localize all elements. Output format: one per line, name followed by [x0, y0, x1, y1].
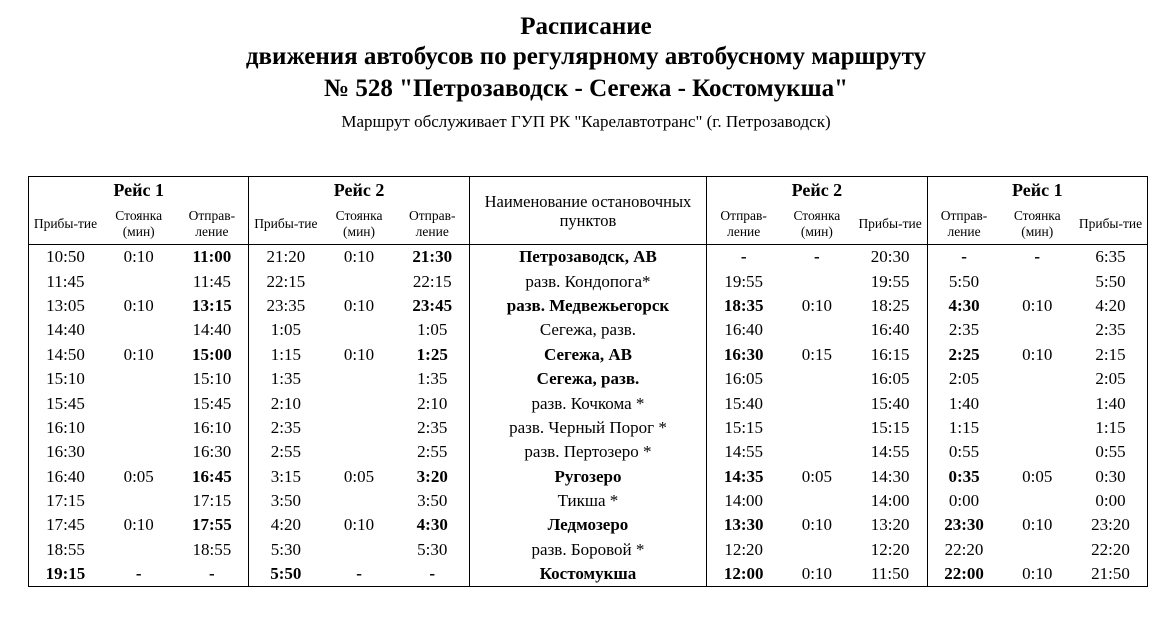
- cell-r2-stop: 0:10: [780, 562, 853, 587]
- cell-l2-depart: 21:30: [396, 245, 469, 270]
- cell-r2-stop: [780, 318, 853, 342]
- operator-subtitle: Маршрут обслуживает ГУП РК "Карелавтотранс" (г. Петрозаводск): [341, 112, 831, 131]
- cell-r2-arrive: 14:55: [854, 440, 927, 464]
- cell-l2-stop: -: [322, 562, 395, 587]
- cell-l2-arrive: 2:10: [249, 391, 322, 415]
- cell-r2-arrive: 19:55: [854, 269, 927, 293]
- table-row: [29, 562, 1148, 587]
- cell-r1-arrive: 4:20: [1074, 294, 1148, 318]
- cell-l1-depart: 16:45: [175, 465, 248, 489]
- stop-name: разв. Боровой *: [469, 538, 706, 562]
- cell-l1-arrive: 11:45: [29, 269, 102, 293]
- cell-l1-stop: 0:10: [123, 515, 154, 535]
- route-title: № 528 "Петрозаводск - Сегежа - Костомукша": [323, 75, 849, 102]
- cell-r2-arrive: 12:20: [854, 538, 927, 562]
- stop-name: разв. Кондопога*: [469, 269, 706, 293]
- cell-l2-depart: 1:35: [396, 367, 469, 391]
- cell-l1-stop: 0:10: [123, 295, 154, 315]
- cell-l2-stop: [322, 538, 395, 562]
- cell-l1-stop: [102, 538, 175, 562]
- cell-r1-arrive: 2:35: [1074, 318, 1148, 342]
- stop-name: разв. Пертозеро *: [469, 440, 706, 464]
- cell-l2-arrive: 3:15: [249, 465, 322, 489]
- cell-l2-arrive: 2:35: [249, 416, 322, 440]
- cell-r2-stop: [780, 391, 853, 415]
- cell-l1-arrive: 14:50: [29, 343, 102, 367]
- cell-l1-stop: 0:05: [123, 466, 154, 486]
- cell-r1-depart: 1:40: [927, 391, 1000, 415]
- cell-l1-arrive: 13:05: [29, 294, 102, 318]
- cell-r1-stop: 0:10: [1001, 562, 1074, 587]
- cell-l2-depart: 3:20: [396, 465, 469, 489]
- cell-l1-stop: [102, 391, 175, 415]
- cell-r1-depart: 1:15: [927, 416, 1000, 440]
- table-row: [29, 294, 1148, 318]
- cell-r2-depart: 14:00: [707, 489, 780, 513]
- table-row: [29, 391, 1148, 415]
- cell-l2-arrive: 21:20: [249, 245, 322, 270]
- cell-l2-stop: [322, 489, 395, 513]
- cell-l1-stop: 0:10: [123, 247, 154, 267]
- cell-l1-arrive: 15:45: [29, 391, 102, 415]
- cell-r1-depart: 5:50: [927, 269, 1000, 293]
- cell-l2-arrive: 3:50: [249, 489, 322, 513]
- cell-r2-stop: 0:05: [801, 466, 832, 486]
- cell-r1-arrive: 0:00: [1074, 489, 1148, 513]
- table-row: [29, 489, 1148, 513]
- cell-l2-depart: 5:30: [396, 538, 469, 562]
- cell-l1-depart: 14:40: [175, 318, 248, 342]
- cell-r2-stop: 0:10: [801, 515, 832, 535]
- cell-l2-depart: 4:30: [396, 513, 469, 537]
- cell-r2-arrive: 14:00: [854, 489, 927, 513]
- cell-r1-stop: 0:10: [1022, 344, 1053, 364]
- cell-l1-arrive: 15:10: [29, 367, 102, 391]
- col-header-depart: Отправ-ление: [396, 204, 469, 245]
- cell-r1-stop: [1001, 489, 1074, 513]
- cell-r1-stop: [1001, 538, 1074, 562]
- cell-r1-stop: 0:10: [1022, 515, 1053, 535]
- cell-l1-depart: 15:45: [175, 391, 248, 415]
- cell-r2-depart: 16:05: [707, 367, 780, 391]
- cell-l1-arrive: 16:10: [29, 416, 102, 440]
- table-row: [29, 416, 1148, 440]
- schedule-table: [28, 176, 1148, 587]
- cell-r1-stop: [1001, 391, 1074, 415]
- table-row: [29, 465, 1148, 489]
- cell-l2-stop: [322, 440, 395, 464]
- cell-l2-arrive: 22:15: [249, 269, 322, 293]
- stop-name: Тикша *: [469, 489, 706, 513]
- cell-r2-depart: 19:55: [707, 269, 780, 293]
- cell-r2-stop: [780, 440, 853, 464]
- stop-name: Сегежа, разв.: [469, 318, 706, 342]
- col-header-arrive: Прибы-тие: [29, 204, 102, 245]
- stop-name: Ругозеро: [469, 465, 706, 489]
- stop-name-header: Наименование остановочных пунктов: [469, 177, 706, 245]
- stop-name: Сегежа, АВ: [469, 343, 706, 367]
- table-row: [29, 269, 1148, 293]
- col-header-depart: Отправ-ление: [927, 204, 1000, 245]
- cell-r2-stop: [780, 538, 853, 562]
- cell-r2-stop: [780, 269, 853, 293]
- stop-name: Сегежа, разв.: [469, 367, 706, 391]
- stop-name: разв. Медвежьегорск: [469, 294, 706, 318]
- group-header-right-trip2: Рейс 2: [707, 177, 927, 205]
- cell-l1-arrive: 17:45: [29, 513, 102, 537]
- cell-l1-stop: -: [102, 562, 175, 587]
- cell-r2-stop: [780, 367, 853, 391]
- cell-l2-arrive: 1:05: [249, 318, 322, 342]
- cell-r2-depart: 12:20: [707, 538, 780, 562]
- cell-l2-depart: -: [396, 562, 469, 587]
- cell-l2-arrive: 1:35: [249, 367, 322, 391]
- cell-r2-arrive: 11:50: [854, 562, 927, 587]
- cell-r1-arrive: 2:15: [1074, 343, 1148, 367]
- cell-l2-depart: 22:15: [396, 269, 469, 293]
- cell-r2-arrive: 20:30: [854, 245, 927, 270]
- cell-r2-arrive: 16:05: [854, 367, 927, 391]
- cell-r1-depart: -: [927, 245, 1000, 270]
- cell-l1-arrive: 14:40: [29, 318, 102, 342]
- cell-l2-stop: 0:05: [343, 466, 375, 486]
- col-header-arrive: Прибы-тие: [854, 204, 927, 245]
- cell-r1-arrive: 5:50: [1074, 269, 1148, 293]
- cell-r1-stop: [1001, 416, 1074, 440]
- cell-l1-depart: 11:00: [175, 245, 248, 270]
- cell-r1-arrive: 6:35: [1074, 245, 1148, 270]
- cell-r2-depart: -: [707, 245, 780, 270]
- cell-l1-arrive: 19:15: [29, 562, 102, 587]
- col-header-stop: Стоянка (мин): [102, 204, 175, 245]
- col-header-stop: Стоянка (мин): [322, 204, 395, 245]
- table-row: [29, 245, 1148, 270]
- cell-r1-arrive: 21:50: [1074, 562, 1148, 587]
- cell-l2-depart: 23:45: [396, 294, 469, 318]
- cell-l1-arrive: 17:15: [29, 489, 102, 513]
- cell-l2-depart: 1:25: [396, 343, 469, 367]
- cell-l1-stop: [102, 269, 175, 293]
- cell-r2-stop: [780, 416, 853, 440]
- cell-l2-stop: [322, 269, 395, 293]
- cell-l2-stop: [322, 318, 395, 342]
- cell-l2-arrive: 23:35: [249, 294, 322, 318]
- cell-l2-arrive: 1:15: [249, 343, 322, 367]
- col-header-stop: Стоянка (мин): [780, 204, 853, 245]
- cell-r2-depart: 15:40: [707, 391, 780, 415]
- cell-r1-depart: 2:35: [927, 318, 1000, 342]
- cell-r1-arrive: 23:20: [1074, 513, 1148, 537]
- cell-l1-stop: [102, 489, 175, 513]
- cell-l2-stop: [322, 367, 395, 391]
- cell-r2-stop: 0:15: [801, 344, 832, 364]
- cell-l1-stop: [102, 416, 175, 440]
- cell-r2-arrive: 18:25: [854, 294, 927, 318]
- group-header-left-trip1: Рейс 1: [29, 177, 249, 205]
- col-header-stop: Стоянка (мин): [1001, 204, 1074, 245]
- cell-r1-depart: 0:55: [927, 440, 1000, 464]
- table-row: [29, 367, 1148, 391]
- cell-r2-arrive: 16:15: [854, 343, 927, 367]
- cell-l1-arrive: 18:55: [29, 538, 102, 562]
- cell-r2-depart: 16:30: [707, 343, 780, 367]
- col-header-depart: Отправ-ление: [175, 204, 248, 245]
- cell-l2-arrive: 4:20: [249, 513, 322, 537]
- cell-r2-stop: 0:10: [801, 295, 832, 315]
- cell-r1-arrive: 2:05: [1074, 367, 1148, 391]
- cell-r1-arrive: 0:55: [1074, 440, 1148, 464]
- cell-r2-stop: [780, 489, 853, 513]
- cell-r1-depart: 22:00: [927, 562, 1000, 587]
- cell-r1-arrive: 0:30: [1074, 465, 1148, 489]
- cell-l1-depart: 18:55: [175, 538, 248, 562]
- cell-l1-stop: 0:10: [123, 344, 154, 364]
- table-row: [29, 538, 1148, 562]
- cell-l1-depart: 17:55: [175, 513, 248, 537]
- cell-r1-stop: 0:10: [1022, 295, 1053, 315]
- col-header-depart: Отправ-ление: [707, 204, 780, 245]
- cell-l2-stop: 0:10: [343, 295, 375, 315]
- cell-l2-depart: 1:05: [396, 318, 469, 342]
- cell-r1-arrive: 1:15: [1074, 416, 1148, 440]
- cell-r2-arrive: 16:40: [854, 318, 927, 342]
- stop-name: Костомукша: [469, 562, 706, 587]
- cell-l1-arrive: 16:30: [29, 440, 102, 464]
- cell-l1-depart: 17:15: [175, 489, 248, 513]
- col-header-arrive: Прибы-тие: [249, 204, 322, 245]
- cell-r1-stop: -: [1034, 247, 1041, 267]
- cell-l1-stop: [102, 440, 175, 464]
- cell-r1-depart: 22:20: [927, 538, 1000, 562]
- cell-l2-depart: 3:50: [396, 489, 469, 513]
- cell-r1-stop: 0:05: [1022, 466, 1053, 486]
- cell-l1-depart: 13:15: [175, 294, 248, 318]
- cell-r2-stop: -: [814, 247, 820, 267]
- stop-name: Петрозаводск, АВ: [469, 245, 706, 270]
- cell-l2-arrive: 5:30: [249, 538, 322, 562]
- table-row: [29, 343, 1148, 367]
- cell-l2-depart: 2:10: [396, 391, 469, 415]
- page-title-line2: движения автобусов по регулярному автобусному маршруту: [245, 43, 927, 70]
- cell-l1-depart: 11:45: [175, 269, 248, 293]
- cell-l2-stop: 0:10: [343, 344, 375, 364]
- cell-r2-depart: 14:35: [707, 465, 780, 489]
- table-row: [29, 513, 1148, 537]
- cell-r1-depart: 0:00: [927, 489, 1000, 513]
- cell-l1-arrive: 16:40: [29, 465, 102, 489]
- cell-l2-depart: 2:55: [396, 440, 469, 464]
- cell-r2-depart: 18:35: [707, 294, 780, 318]
- cell-r2-depart: 12:00: [707, 562, 780, 587]
- cell-l1-depart: 16:10: [175, 416, 248, 440]
- cell-r2-depart: 16:40: [707, 318, 780, 342]
- table-row: [29, 318, 1148, 342]
- cell-r2-arrive: 13:20: [854, 513, 927, 537]
- cell-r2-arrive: 15:40: [854, 391, 927, 415]
- cell-r2-depart: 13:30: [707, 513, 780, 537]
- cell-r1-depart: 2:05: [927, 367, 1000, 391]
- cell-r2-depart: 15:15: [707, 416, 780, 440]
- cell-r1-depart: 0:35: [927, 465, 1000, 489]
- group-header-left-trip2: Рейс 2: [249, 177, 469, 205]
- cell-l2-stop: 0:10: [343, 515, 375, 535]
- cell-l2-arrive: 5:50: [249, 562, 322, 587]
- cell-r1-arrive: 22:20: [1074, 538, 1148, 562]
- cell-r2-arrive: 15:15: [854, 416, 927, 440]
- cell-l1-depart: 15:00: [175, 343, 248, 367]
- page-title: Расписание: [520, 13, 652, 40]
- cell-r1-stop: [1001, 367, 1074, 391]
- cell-r2-arrive: 14:30: [854, 465, 927, 489]
- cell-r1-depart: 2:25: [927, 343, 1000, 367]
- cell-l1-stop: [102, 367, 175, 391]
- cell-r1-stop: [1001, 440, 1074, 464]
- cell-l2-stop: [322, 416, 395, 440]
- cell-l2-arrive: 2:55: [249, 440, 322, 464]
- cell-r1-stop: [1001, 269, 1074, 293]
- cell-r1-stop: [1001, 318, 1074, 342]
- cell-l2-depart: 2:35: [396, 416, 469, 440]
- table-row: [29, 440, 1148, 464]
- cell-r1-arrive: 1:40: [1074, 391, 1148, 415]
- cell-l1-depart: 15:10: [175, 367, 248, 391]
- col-header-arrive: Прибы-тие: [1074, 204, 1148, 245]
- cell-l2-stop: [322, 391, 395, 415]
- cell-l1-depart: -: [175, 562, 248, 587]
- group-header-right-trip1: Рейс 1: [927, 177, 1147, 205]
- cell-l1-depart: 16:30: [175, 440, 248, 464]
- cell-l1-arrive: 10:50: [29, 245, 102, 270]
- stop-name: Ледмозеро: [469, 513, 706, 537]
- stop-name: разв. Черный Порог *: [469, 416, 706, 440]
- cell-r2-depart: 14:55: [707, 440, 780, 464]
- cell-r1-depart: 4:30: [927, 294, 1000, 318]
- stop-name: разв. Кочкома *: [469, 391, 706, 415]
- cell-l1-stop: [102, 318, 175, 342]
- cell-l2-stop: 0:10: [343, 247, 375, 267]
- cell-r1-depart: 23:30: [927, 513, 1000, 537]
